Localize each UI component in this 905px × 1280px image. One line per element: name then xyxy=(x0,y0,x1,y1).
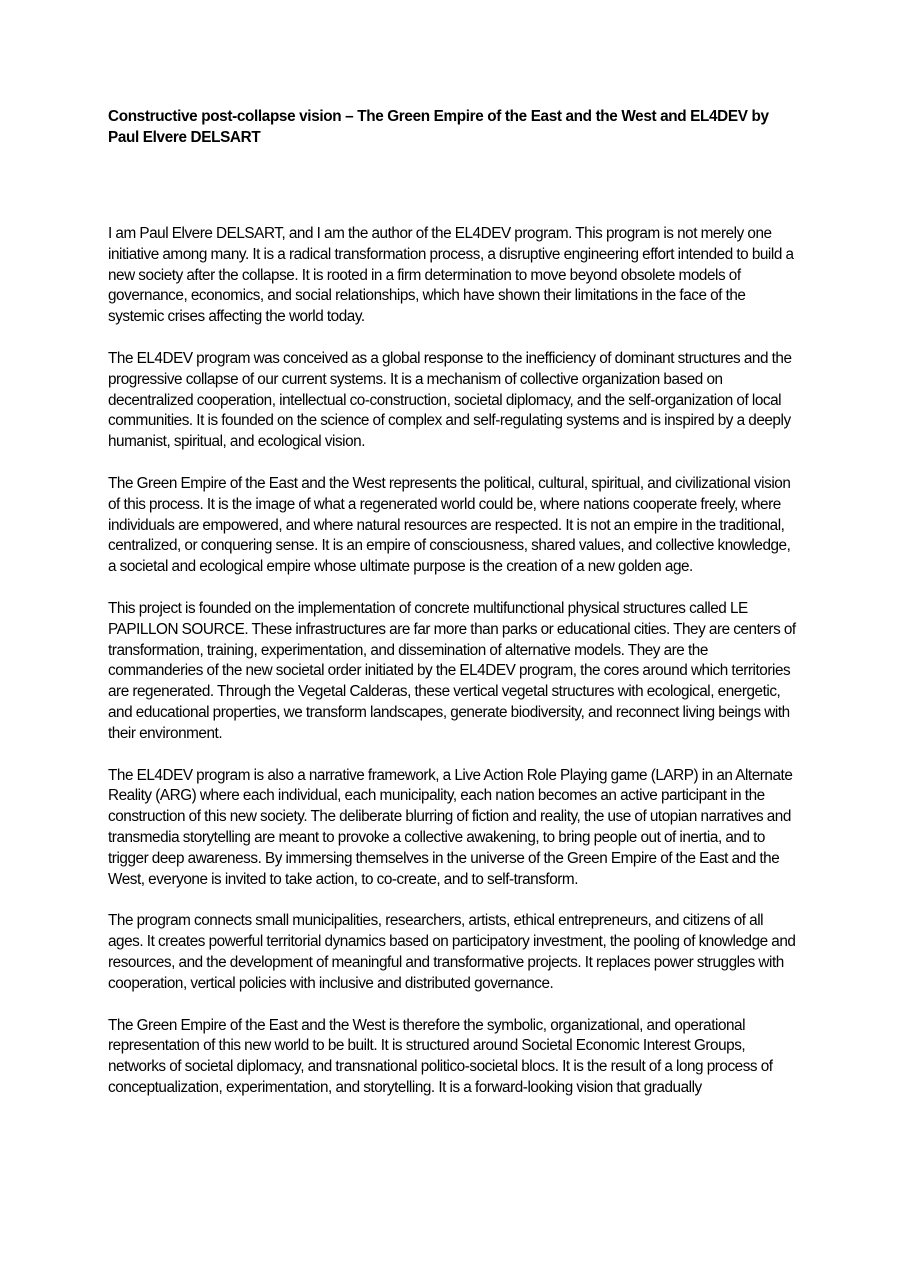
paragraph-symbolic-representation: The Green Empire of the East and the West is therefore the symbolic, organizational, and operational representation of this new world to be built. It is structured around Societal Economic Interest Groups, networks of societal diplomacy, and transnational politico-societal blocs. It is the result of a long process of conceptualization, experimentation, and storytelling. It is a forward-looking vision that gradually xyxy=(108,1016,773,1096)
paragraph-papillon-source: This project is founded on the implementation of concrete multifunctional physical structures called LE PAPILLON SOURCE. These infrastructures are far more than parks or educational cities. They are centers of transformation, training, experimentation, and dissemination of alternative models. They are the commanderies of the new societal order initiated by the EL4DEV program, the cores around which territories are regenerated. Through the Vegetal Calderas, these vertical vegetal structures with ecological, energetic, and educational properties, we transform landscapes, generate biodiversity, and reconnect living beings with their environment. xyxy=(108,599,796,742)
paragraph-green-empire-vision: The Green Empire of the East and the West represents the political, cultural, spiritual, and civilizational vision of this process. It is the image of what a regenerated world could be, where nations cooperate freely, where individuals are empowered, and where natural resources are respected. It is not an empire in the traditional, centralized, or conquering sense. It is an empire of consciousness, shared values, and collective knowledge, a societal and ecological empire whose ultimate purpose is the creation of a new golden age. xyxy=(108,474,791,576)
document-body xyxy=(108,107,800,1120)
paragraph-author-intro: I am Paul Elvere DELSART, and I am the author of the EL4DEV program. This program is not merely one initiative among many. It is a radical transformation process, a disruptive engineering effort intended to build a new society after the collapse. It is rooted in a firm determination to move beyond obsolete models of governance, economics, and social relationships, which have shown their limitations in the face of the systemic crises affecting the world today. xyxy=(108,225,794,326)
document-title: Constructive post-collapse vision – The Green Empire of the East and the West and EL4DEV by Paul Elvere DELSART xyxy=(108,108,769,146)
paragraph-program-conception: The EL4DEV program was conceived as a global response to the inefficiency of dominant structures and the progressive collapse of our current systems. It is a mechanism of collective organization based on decentralized cooperation, intellectual co-construction, societal diplomacy, and the self-organization of local communities. It is founded on the science of complex and self-regulating systems and is inspired by a deeply humanist, spiritual, and ecological vision. xyxy=(108,349,792,451)
paragraph-territorial-dynamics: The program connects small municipalities, researchers, artists, ethical entrepreneurs, and citizens of all ages. It creates powerful territorial dynamics based on participatory investment, the pooling of knowledge and resources, and the development of meaningful and transformative projects. It replaces power struggles with cooperation, vertical policies with inclusive and distributed governance. xyxy=(108,912,796,992)
paragraph-narrative-framework: The EL4DEV program is also a narrative framework, a Live Action Role Playing game (LARP) in an Alternate Reality (ARG) where each individual, each municipality, each nation becomes an active participant in the construction of this new society. The deliberate blurring of fiction and reality, the use of utopian narratives and transmedia storytelling are meant to provoke a collective awakening, to bring people out of inertia, and to trigger deep awareness. By immersing themselves in the universe of the Green Empire of the East and the West, everyone is invited to take action, to co-create, and to self-transform. xyxy=(108,766,793,888)
